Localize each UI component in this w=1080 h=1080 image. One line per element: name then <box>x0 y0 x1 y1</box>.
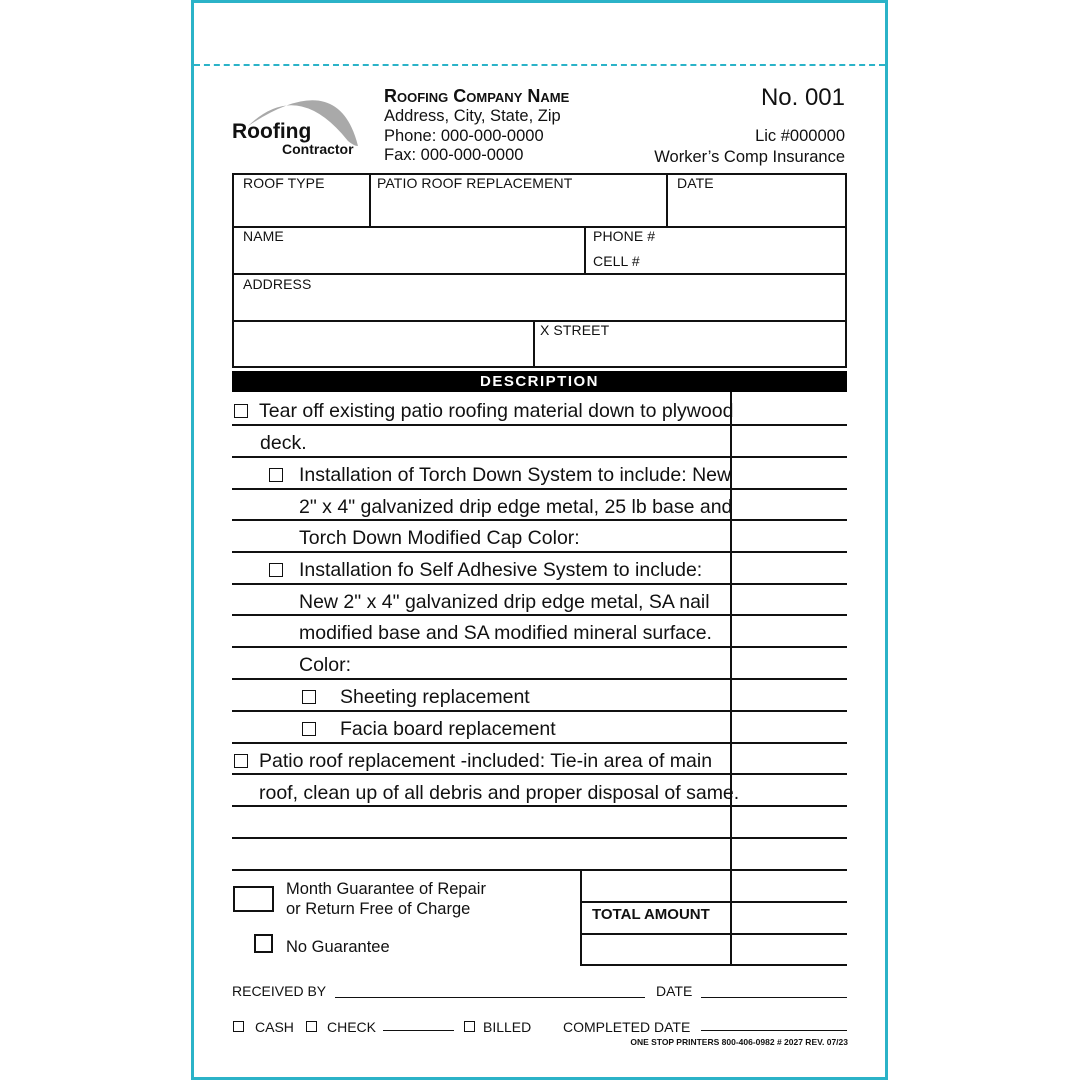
perforation-line <box>194 64 885 66</box>
license-number: Lic #000000 <box>755 127 845 145</box>
footer-date-line[interactable] <box>701 997 847 998</box>
torch-down-checkbox[interactable] <box>269 468 283 482</box>
cash-label: CASH <box>255 1019 294 1035</box>
cell-field[interactable]: CELL # <box>593 253 640 269</box>
total-amount-cell[interactable] <box>733 903 846 932</box>
billed-checkbox[interactable] <box>464 1021 475 1032</box>
x-street-field[interactable]: X STREET <box>540 322 610 338</box>
description-line: modified base and SA modified mineral surface. <box>299 622 712 644</box>
company-logo <box>228 86 368 166</box>
description-line: Color: <box>299 654 352 676</box>
completed-date-label: COMPLETED DATE <box>563 1019 691 1035</box>
company-fax: Fax: 000-000-0000 <box>384 146 524 164</box>
footer-date-label: DATE <box>656 983 693 999</box>
customer-info-box <box>232 173 847 368</box>
description-line: New 2" x 4" galvanized drip edge metal, SA nail <box>299 591 710 613</box>
no-guarantee-checkbox[interactable] <box>254 934 273 953</box>
description-line: Patio roof replacement -included: Tie-in area of main <box>259 750 713 772</box>
cash-checkbox[interactable] <box>233 1021 244 1032</box>
sheeting-checkbox[interactable] <box>302 690 316 704</box>
guarantee-text-2: or Return Free of Charge <box>286 900 471 918</box>
description-line: Facia board replacement <box>340 718 556 740</box>
logo-line-1: Roofing <box>232 120 312 143</box>
check-checkbox[interactable] <box>306 1021 317 1032</box>
facia-checkbox[interactable] <box>302 722 316 736</box>
description-line: Installation of Torch Down System to include: New <box>299 464 732 486</box>
phone-field[interactable]: PHONE # <box>593 228 656 244</box>
billed-label: BILLED <box>483 1019 532 1035</box>
completed-date-line[interactable] <box>701 1030 847 1031</box>
description-line: Installation fo Self Adhesive System to include: <box>299 559 703 581</box>
guarantee-months-box[interactable] <box>233 886 274 912</box>
description-line: 2" x 4" galvanized drip edge metal, 25 lb base and <box>299 496 733 518</box>
description-line: Tear off existing patio roofing material down to plywood <box>259 400 734 422</box>
self-adhesive-checkbox[interactable] <box>269 563 283 577</box>
company-address: Address, City, State, Zip <box>384 107 561 125</box>
insurance-note: Worker’s Comp Insurance <box>654 148 845 166</box>
received-by-line[interactable] <box>335 997 645 998</box>
description-line: Torch Down Modified Cap Color: <box>299 527 580 549</box>
check-number-line[interactable] <box>383 1030 454 1031</box>
description-line: Sheeting replacement <box>340 686 530 708</box>
address-field[interactable]: ADDRESS <box>243 276 312 292</box>
printer-credit: ONE STOP PRINTERS 800-406-0982 # 2027 REV. 07/23 <box>630 1037 848 1047</box>
total-amount-label: TOTAL AMOUNT <box>592 906 710 923</box>
received-by-label: RECEIVED BY <box>232 983 327 999</box>
name-field[interactable]: NAME <box>243 228 284 244</box>
form-number: No. 001 <box>760 84 845 111</box>
description-line: roof, clean up of all debris and proper disposal of same. <box>259 782 740 804</box>
company-phone: Phone: 000-000-0000 <box>384 127 544 145</box>
roof-type-field[interactable]: ROOF TYPE <box>243 175 325 191</box>
tear-off-checkbox[interactable] <box>234 404 248 418</box>
description-title: DESCRIPTION <box>479 373 599 390</box>
check-label: CHECK <box>327 1019 377 1035</box>
description-header <box>232 371 847 392</box>
logo-line-2: Contractor <box>282 141 354 157</box>
no-guarantee-label: No Guarantee <box>286 938 390 956</box>
date-field[interactable]: DATE <box>677 175 714 191</box>
guarantee-text-1: Month Guarantee of Repair <box>286 880 486 898</box>
company-name: Roofing Company Name <box>384 86 570 106</box>
description-line: deck. <box>260 432 307 454</box>
patio-replacement-checkbox[interactable] <box>234 754 248 768</box>
patio-roof-field[interactable]: PATIO ROOF REPLACEMENT <box>377 175 573 191</box>
